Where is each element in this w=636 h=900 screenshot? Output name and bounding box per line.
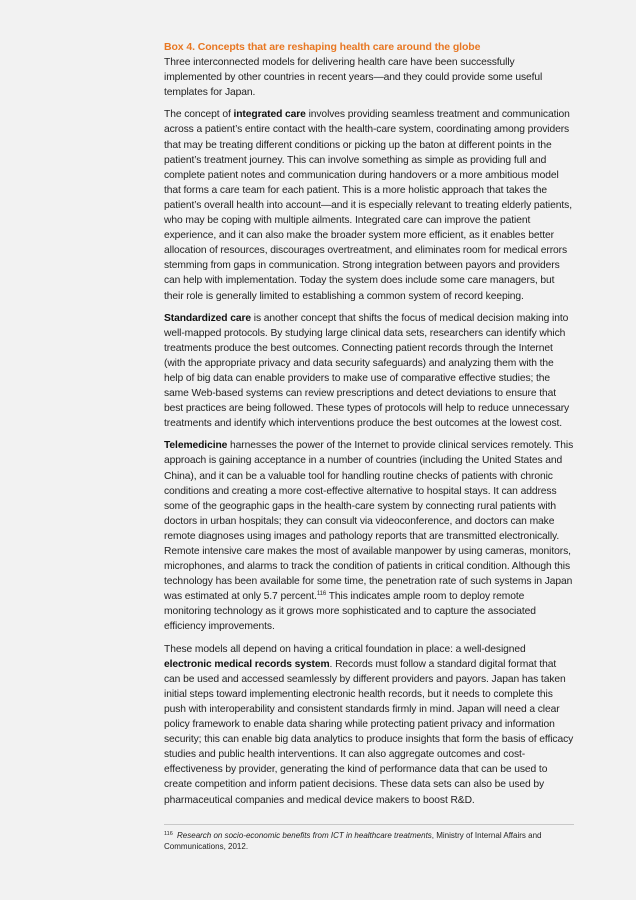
- term-integrated-care: integrated care: [233, 109, 306, 121]
- footnote: [164, 830, 564, 852]
- paragraph-integrated-care: [164, 107, 574, 303]
- paragraph-electronic-records: [164, 642, 574, 808]
- paragraph-body: involves providing seamless treatment and communication across a patient’s entire contact with the health-care system, coordinating among providers that may be treating different conditions or picking up the baton at different points in the patient’s treatment journey. This can involve something as simple as providing full and complete patient notes and communication during handovers or a more ambitious model that forms a care team for each patient. This is a more holistic approach that takes the patient’s overall health into account—and it is especially relevant to treating elderly patients, who may be coping with multiple ailments. Integrated care can improve the patient experience, and it can also make the broader system more efficient, as it enables better allocation of resources, discourages overtreatment, and eliminates room for medical errors stemming from gaps in communication. Strong integration between payors and providers can help with implementation. Today the system does include some care managers, but their role is generally limited to establishing a common system of record keeping.: [164, 109, 572, 302]
- footnote-source-details: , Ministry of Internal Affairs and Communications, 2012.: [164, 831, 542, 851]
- footnote-divider: [164, 824, 574, 825]
- footnote-reference[interactable]: 116: [316, 591, 327, 598]
- term-standardized-care: Standardized care: [164, 312, 252, 324]
- footnote-source-title: Research on socio-economic benefits from ICT in healthcare treatments: [177, 831, 432, 840]
- paragraph-telemedicine: [164, 438, 574, 634]
- term-electronic-medical-records-system: electronic medical records system: [164, 658, 330, 670]
- paragraph-lead: The concept of: [164, 109, 234, 121]
- paragraph-standardized-care: [164, 311, 574, 432]
- paragraph-lead: These models all depend on having a critical foundation in place: a well-designed: [164, 643, 526, 655]
- box-title: Box 4. Concepts that are reshaping health care around the globe: [164, 41, 481, 53]
- box-intro: Three interconnected models for delivering health care have been successfully implemented by other countries in recent years—and they could provide some useful templates for Japan.: [164, 57, 543, 99]
- paragraph-body: . Records must follow a standard digital format that can be used and accessed seamlessly by different providers and payors. Japan has taken initial steps toward implementing electronic health records, but it needs to complete this push with interoperability and consistent standards firmly in mind. Japan will need a clear policy framework to enable data sharing while protecting patient privacy and information security; this can enable big data analytics to produce insights that form the basis of efficacy studies and public health interventions. It can also aggregate outcomes and cost-effectiveness by provider, generating the kind of performance data that can be used to create competition and inform patient decisions. These data sets can also be used by pharmaceutical companies and medical device makers to boost R&D.: [164, 658, 574, 806]
- box-content: [164, 40, 574, 815]
- term-telemedicine: Telemedicine: [164, 440, 228, 452]
- paragraph-body-continued: This indicates ample room to deploy remote monitoring technology as it grows more sophisticated and to capture the associated efficiency improvements.: [164, 591, 536, 633]
- paragraph-body: harnesses the power of the Internet to provide clinical services remotely. This approach is gaining acceptance in a number of countries (including the United States and China), and it can be a valuable tool for handling routine checks of patients with chronic conditions and creating a more cost-effective alternative to hospital stays. It can address some of the geographic gaps in the health-care system by connecting rural patients with doctors in urban hospitals; they can consult via videoconference, and doctors can make remote diagnoses using images and pathology reports that are transmitted electronically. Remote intensive care makes the most of available manpower by using cameras, monitors, microphones, and alarms to track the condition of patients in critical condition. Although this technology has been available for some time, the penetration rate of such systems in Japan was estimated at only 5.7 percent.: [164, 440, 574, 603]
- paragraph-body: is another concept that shifts the focus of medical decision making into well-mapped protocols. By studying large clinical data sets, researchers can identify which treatments produce the best outcomes. Connecting patient records through the Internet (with the appropriate privacy and data security safeguards) and analyzing them with the help of big data can enable providers to make use of comparative effective studies; the same Web-based systems can review prescriptions and detect deviations to ensure that best practices are being followed. These types of protocols will help to reduce unnecessary treatments and identify which interventions produce the best outcomes at the lowest cost.: [164, 312, 570, 430]
- footnote-text: [164, 831, 541, 851]
- footnote-number: 116: [164, 831, 173, 837]
